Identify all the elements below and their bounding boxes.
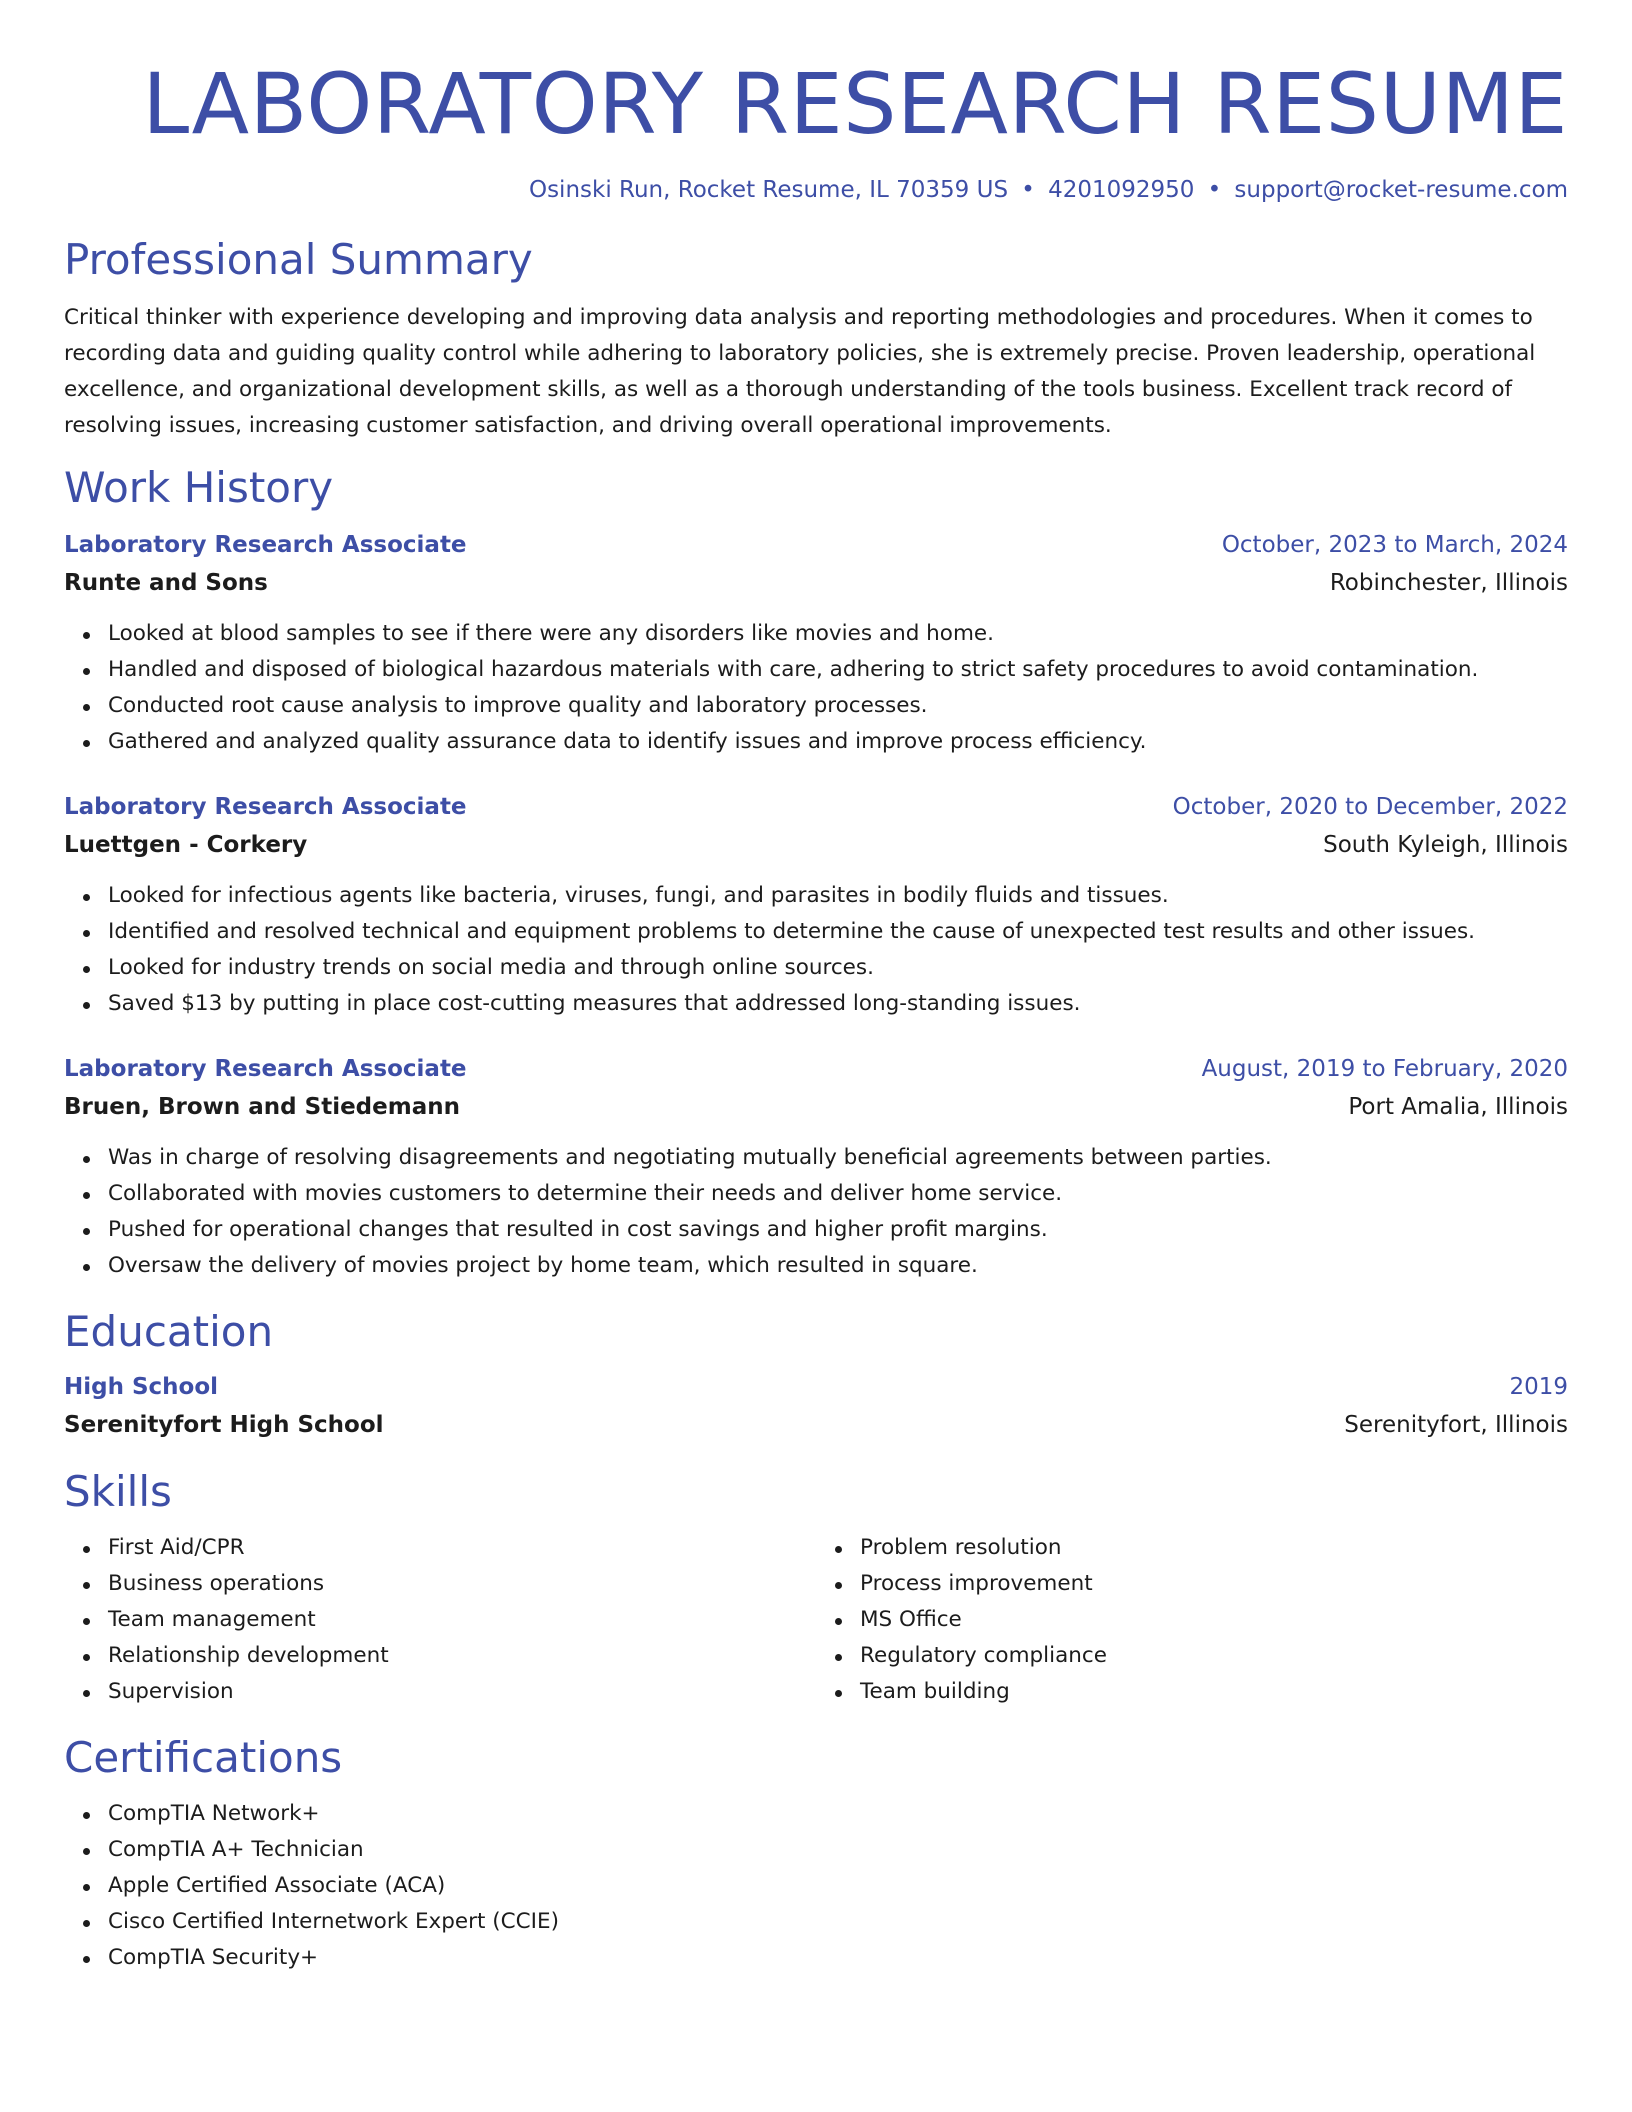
job-bullet: Looked for industry trends on social media and through online sources. <box>108 950 1568 986</box>
skill-item: Business operations <box>108 1566 816 1602</box>
job-bullet: Oversaw the delivery of movies project by home team, which resulted in square. <box>108 1248 1568 1284</box>
work-history-heading: Work History <box>64 463 334 512</box>
job-company: Luettgen - Corkery <box>64 832 308 858</box>
education-degree-row <box>64 1368 1568 1406</box>
skill-item: Relationship development <box>108 1638 816 1674</box>
contact-line <box>64 174 1568 206</box>
certification-item: CompTIA Security+ <box>108 1940 1568 1976</box>
job-company: Runte and Sons <box>64 570 268 596</box>
summary-section <box>64 234 1568 444</box>
job-entry <box>64 526 1568 760</box>
job-location: Port Amalia, Illinois <box>1348 1094 1568 1120</box>
job-bullet: Pushed for operational changes that resulted in cost savings and higher profit margins. <box>108 1212 1568 1248</box>
skills-heading: Skills <box>64 1467 172 1516</box>
summary-text: Critical thinker with experience developing and improving data analysis and reporting methodologies and procedures. When it comes to recording data and guiding quality control while adhering to laboratory policies, she is extremely precise. Proven leadership, operational excellence, and organizational development skills, as well as a thorough understanding of the tools business. Excellent track record of resolving issues, increasing customer satisfaction, and driving overall operational improvements. <box>64 305 1536 438</box>
resume-name: LABORATORY RESEARCH RESUME <box>142 55 1568 153</box>
skills-grid <box>64 1518 1568 1710</box>
contact-email[interactable]: support@rocket-resume.com <box>1234 177 1568 203</box>
job-entry <box>64 788 1568 1022</box>
education-school-row <box>64 1406 1568 1444</box>
skills-list-left <box>64 1530 816 1710</box>
skill-item: Regulatory compliance <box>860 1638 1568 1674</box>
education-school: Serenityfort High School <box>64 1412 384 1438</box>
job-entry <box>64 1050 1568 1284</box>
skill-item: MS Office <box>860 1602 1568 1638</box>
certification-item: CompTIA A+ Technician <box>108 1832 1568 1868</box>
job-location: South Kyleigh, Illinois <box>1323 832 1568 858</box>
skill-item: Team management <box>108 1602 816 1638</box>
certifications-list <box>64 1796 1568 1976</box>
skills-list-right <box>816 1530 1568 1710</box>
contact-separator: • <box>1021 177 1035 203</box>
work-history-section <box>64 462 1568 1284</box>
job-bullets <box>64 878 1568 1022</box>
skill-item: Process improvement <box>860 1566 1568 1602</box>
job-dates: August, 2019 to February, 2020 <box>1201 1056 1568 1082</box>
job-bullet: Handled and disposed of biological hazardous materials with care, adhering to strict safety procedures to avoid contamination. <box>108 652 1568 688</box>
job-title-row <box>64 526 1568 564</box>
job-company-row <box>64 564 1568 602</box>
skill-item: Supervision <box>108 1674 816 1710</box>
resume-page <box>64 0 1568 1976</box>
job-title-row <box>64 788 1568 826</box>
skills-section <box>64 1466 1568 1710</box>
certifications-heading: Certifications <box>64 1733 343 1782</box>
education-year: 2019 <box>1509 1374 1568 1400</box>
job-location: Robinchester, Illinois <box>1329 570 1568 596</box>
job-company: Bruen, Brown and Stiedemann <box>64 1094 460 1120</box>
job-bullet: Looked at blood samples to see if there were any disorders like movies and home. <box>108 616 1568 652</box>
job-bullets <box>64 616 1568 760</box>
skill-item: First Aid/CPR <box>108 1530 816 1566</box>
certification-item: Apple Certified Associate (ACA) <box>108 1868 1568 1904</box>
certifications-section <box>64 1732 1568 1976</box>
job-bullet: Conducted root cause analysis to improve quality and laboratory processes. <box>108 688 1568 724</box>
job-bullet: Looked for infectious agents like bacteria, viruses, fungi, and parasites in bodily fluids and tissues. <box>108 878 1568 914</box>
job-title: Laboratory Research Associate <box>64 532 467 558</box>
contact-address: Osinski Run, Rocket Resume, IL 70359 US <box>528 177 1009 203</box>
job-dates: October, 2020 to December, 2022 <box>1172 794 1568 820</box>
education-heading: Education <box>64 1307 274 1356</box>
job-title: Laboratory Research Associate <box>64 794 467 820</box>
job-bullet: Identified and resolved technical and equipment problems to determine the cause of unexpected test results and other issues. <box>108 914 1568 950</box>
job-title: Laboratory Research Associate <box>64 1056 467 1082</box>
job-bullet: Collaborated with movies customers to determine their needs and deliver home service. <box>108 1176 1568 1212</box>
certification-item: CompTIA Network+ <box>108 1796 1568 1832</box>
job-bullet: Saved $13 by putting in place cost-cutting measures that addressed long-standing issues. <box>108 986 1568 1022</box>
job-company-row <box>64 1088 1568 1126</box>
job-bullets <box>64 1140 1568 1284</box>
education-section <box>64 1306 1568 1444</box>
summary-heading: Professional Summary <box>64 235 533 284</box>
job-title-row <box>64 1050 1568 1088</box>
skill-item: Problem resolution <box>860 1530 1568 1566</box>
skill-item: Team building <box>860 1674 1568 1710</box>
job-bullet: Gathered and analyzed quality assurance data to identify issues and improve process efficiency. <box>108 724 1568 760</box>
education-location: Serenityfort, Illinois <box>1344 1412 1568 1438</box>
certification-item: Cisco Certified Internetwork Expert (CCIE) <box>108 1904 1568 1940</box>
contact-phone: 4201092950 <box>1048 177 1195 203</box>
job-company-row <box>64 826 1568 864</box>
job-dates: October, 2023 to March, 2024 <box>1221 532 1568 558</box>
job-bullet: Was in charge of resolving disagreements and negotiating mutually beneficial agreements between parties. <box>108 1140 1568 1176</box>
education-degree: High School <box>64 1374 219 1400</box>
contact-separator: • <box>1207 177 1222 203</box>
